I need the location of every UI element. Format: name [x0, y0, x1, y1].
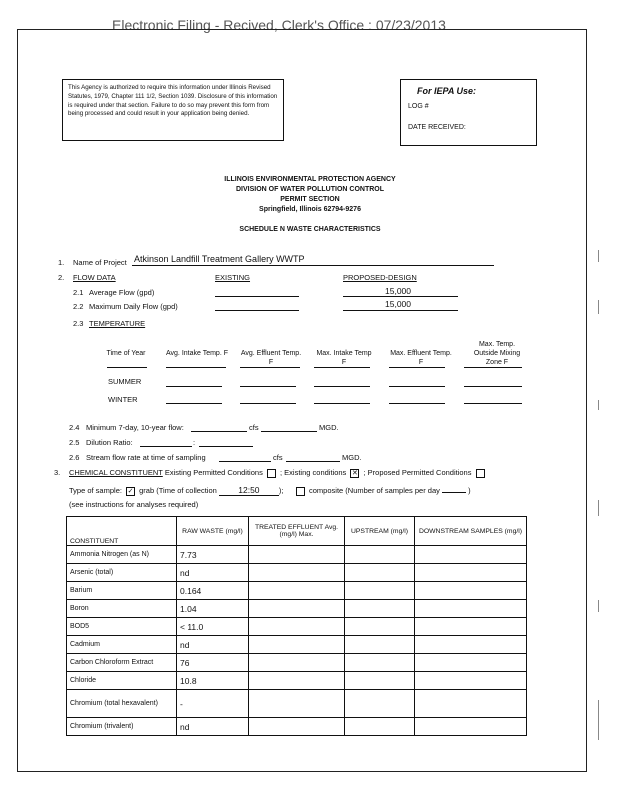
chemical-constituent-conditions: [69, 468, 487, 478]
treated-effluent-cell[interactable]: [249, 564, 345, 582]
dilution-ratio-label: Dilution Ratio:: [86, 438, 133, 447]
scan-artifact: [598, 250, 599, 262]
stream-flow-cfs-field[interactable]: [219, 461, 271, 462]
proposed-permitted-label: ; Proposed Permitted Conditions: [363, 468, 472, 477]
min-flow-mgd-unit: MGD.: [319, 423, 339, 432]
constituent-name: Chromium (trivalent): [67, 718, 177, 736]
log-number-label: LOG #: [408, 103, 429, 110]
table-row: [67, 654, 527, 672]
constituent-name: Barium: [67, 582, 177, 600]
dilution-ratio-field[interactable]: [140, 446, 192, 447]
temp-header-underline: [314, 367, 370, 368]
electronic-filing-stamp: Electronic Filing - Recived, Clerk's Office : 07/23/2013: [112, 17, 446, 33]
summer-label: SUMMER: [108, 377, 142, 386]
max-daily-flow-proposed-line: [343, 310, 458, 311]
summer-temp-field[interactable]: [166, 386, 222, 387]
constituent-header: CONSTITUENT: [67, 517, 177, 546]
min-7day-flow-label: Minimum 7-day, 10-year flow:: [86, 423, 184, 432]
table-row: [67, 564, 527, 582]
summer-temp-field[interactable]: [314, 386, 370, 387]
downstream-cell[interactable]: [415, 600, 527, 618]
project-name-value[interactable]: Atkinson Landfill Treatment Gallery WWTP: [134, 254, 305, 264]
upstream-cell[interactable]: [345, 582, 415, 600]
min-flow-mgd-field[interactable]: [261, 431, 317, 432]
upstream-cell[interactable]: [345, 654, 415, 672]
grab-label: grab (Time of collection: [139, 486, 217, 495]
existing-conditions-checkbox[interactable]: ✕: [351, 469, 358, 477]
raw-waste-header: RAW WASTE (mg/l): [177, 517, 249, 546]
item24-number: 2.4: [69, 423, 80, 432]
temp-header-underline: [107, 367, 147, 368]
min-flow-cfs-field[interactable]: [191, 431, 247, 432]
downstream-cell[interactable]: [415, 718, 527, 736]
table-row: [67, 636, 527, 654]
table-row: [67, 600, 527, 618]
raw-waste-value[interactable]: < 11.0: [177, 618, 249, 636]
table-row: [67, 582, 527, 600]
composite-checkbox[interactable]: [296, 487, 305, 496]
temp-header-underline: [166, 367, 226, 368]
proposed-permitted-checkbox[interactable]: [476, 469, 485, 478]
constituent-name: Arsenic (total): [67, 564, 177, 582]
stream-flow-mgd-unit: MGD.: [342, 453, 362, 462]
average-flow-existing-field[interactable]: [215, 296, 299, 297]
agency-heading: [160, 175, 460, 215]
raw-waste-value[interactable]: 0.164: [177, 582, 249, 600]
max-temp-outside-mixing-zone-header: Max. Temp. Outside Mixing Zone F: [473, 341, 521, 366]
analyses-instructions: (see instructions for analyses required): [69, 500, 199, 509]
max-intake-temp-header: Max. Intake Temp F: [316, 350, 372, 366]
average-flow-proposed-line: [343, 296, 458, 297]
constituent-name: Chromium (total hexavalent): [67, 690, 177, 718]
temp-header-underline: [240, 367, 300, 368]
agency-division: DIVISION OF WATER POLLUTION CONTROL: [235, 186, 385, 193]
table-row: [67, 618, 527, 636]
downstream-cell[interactable]: [415, 672, 527, 690]
scan-artifact: [598, 400, 599, 410]
item25-number: 2.5: [69, 438, 80, 447]
constituent-name: Ammonia Nitrogen (as N): [67, 546, 177, 564]
treated-effluent-cell[interactable]: [249, 672, 345, 690]
treated-effluent-cell[interactable]: [249, 636, 345, 654]
max-effluent-temp-header: Max. Effluent Temp. F: [390, 350, 452, 366]
downstream-header: DOWNSTREAM SAMPLES (mg/l): [415, 517, 527, 546]
summer-temp-field[interactable]: [389, 386, 445, 387]
treated-effluent-cell[interactable]: [249, 618, 345, 636]
iepa-use-box: [400, 79, 537, 146]
raw-waste-value[interactable]: 1.04: [177, 600, 249, 618]
table-row: [67, 718, 527, 736]
upstream-cell[interactable]: [345, 618, 415, 636]
temp-header-underline: [389, 367, 445, 368]
upstream-cell[interactable]: [345, 636, 415, 654]
winter-label: WINTER: [108, 395, 138, 404]
dilution-ratio-colon: :: [193, 438, 196, 447]
upstream-cell[interactable]: [345, 546, 415, 564]
sample-type-row: [69, 485, 471, 496]
item1-number: 1.: [58, 258, 65, 267]
stream-flow-mgd-field[interactable]: [286, 461, 340, 462]
downstream-cell[interactable]: [415, 564, 527, 582]
upstream-cell[interactable]: [345, 564, 415, 582]
downstream-cell[interactable]: [415, 654, 527, 672]
summer-temp-field[interactable]: [240, 386, 296, 387]
average-flow-proposed-value[interactable]: 15,000: [385, 286, 411, 296]
stream-flow-label: Stream flow rate at time of sampling: [86, 453, 206, 462]
agency-name: ILLINOIS ENVIRONMENTAL PROTECTION AGENCY: [224, 176, 396, 183]
project-name-label: Name of Project: [73, 258, 127, 267]
table-header-row: [67, 517, 527, 546]
downstream-cell[interactable]: [415, 582, 527, 600]
constituent-name: BOD5: [67, 618, 177, 636]
scan-artifact: [598, 300, 599, 314]
agency-address: Springfield, Illinois 62794-9276: [259, 206, 361, 213]
upstream-cell[interactable]: [345, 690, 415, 718]
item23-number: 2.3: [73, 319, 84, 328]
dilution-ratio-field[interactable]: [199, 446, 253, 447]
max-daily-flow-existing-field[interactable]: [215, 310, 299, 311]
upstream-cell[interactable]: [345, 672, 415, 690]
scan-artifact: [598, 500, 599, 516]
upstream-cell[interactable]: [345, 600, 415, 618]
item26-number: 2.6: [69, 453, 80, 462]
schedule-title: SCHEDULE N WASTE CHARACTERISTICS: [239, 226, 381, 233]
downstream-cell[interactable]: [415, 546, 527, 564]
stream-flow-cfs-unit: cfs: [273, 453, 283, 462]
treated-effluent-cell[interactable]: [249, 654, 345, 672]
composite-close: ): [468, 486, 471, 495]
downstream-cell[interactable]: [415, 690, 527, 718]
existing-permitted-checkbox[interactable]: [267, 469, 276, 478]
avg-effluent-temp-header: Avg. Effluent Temp. F: [240, 350, 302, 366]
average-flow-label: Average Flow (gpd): [89, 288, 155, 297]
table-row: [67, 690, 527, 718]
table-row: [67, 546, 527, 564]
winter-temp-field[interactable]: [314, 403, 370, 404]
winter-temp-field[interactable]: [166, 403, 222, 404]
item3-number: 3.: [54, 468, 61, 477]
date-received-label: DATE RECEIVED:: [408, 124, 466, 131]
avg-intake-temp-header: Avg. Intake Temp. F: [166, 350, 228, 357]
item21-number: 2.1: [73, 288, 84, 297]
treated-effluent-cell[interactable]: [249, 718, 345, 736]
raw-waste-value[interactable]: 7.73: [177, 546, 249, 564]
summer-temp-field[interactable]: [464, 386, 522, 387]
authorization-notice: This Agency is authorized to require this information under Illinois Revised Statutes, 1979, Chapter 111 1/2, Section 1039. Disclosure of this information is required under that section. Failure to do so may prevent this form from being processed and could result in your application being denied.: [62, 79, 284, 141]
grab-checkbox[interactable]: ✓: [127, 487, 134, 495]
table-row: [67, 672, 527, 690]
time-of-year-header: Time of Year: [106, 350, 146, 357]
item22-number: 2.2: [73, 302, 84, 311]
item2-number: 2.: [58, 273, 65, 282]
winter-temp-field[interactable]: [240, 403, 296, 404]
winter-temp-field[interactable]: [389, 403, 445, 404]
constituent-name: Cadmium: [67, 636, 177, 654]
constituent-table: [66, 516, 527, 736]
sample-type-label: Type of sample:: [69, 486, 122, 495]
treated-effluent-header: TREATED EFFLUENT Avg. (mg/l) Max.: [249, 517, 345, 546]
project-name-line: [132, 265, 494, 266]
temp-header-underline: [464, 367, 522, 368]
iepa-use-title: For IEPA Use:: [417, 86, 477, 96]
treated-effluent-cell[interactable]: [249, 582, 345, 600]
existing-conditions-label: ; Existing conditions: [280, 468, 347, 477]
constituent-name: Carbon Chloroform Extract: [67, 654, 177, 672]
treated-effluent-cell[interactable]: [249, 546, 345, 564]
temperature-heading: TEMPERATURE: [89, 319, 146, 328]
samples-per-day-field[interactable]: [442, 492, 466, 493]
raw-waste-value[interactable]: -: [177, 690, 249, 718]
scan-artifact: [598, 600, 599, 612]
min-flow-cfs-unit: cfs: [249, 423, 259, 432]
composite-label: composite (Number of samples per day: [309, 486, 440, 495]
upstream-header: UPSTREAM (mg/l): [345, 517, 415, 546]
raw-waste-value[interactable]: nd: [177, 718, 249, 736]
flow-data-heading: FLOW DATA: [73, 273, 116, 282]
collection-time-value[interactable]: 12:50: [219, 485, 279, 496]
upstream-cell[interactable]: [345, 718, 415, 736]
raw-waste-value[interactable]: nd: [177, 564, 249, 582]
proposed-design-column-heading: PROPOSED-DESIGN: [343, 273, 417, 282]
max-daily-flow-proposed-value[interactable]: 15,000: [385, 299, 411, 309]
max-daily-flow-label: Maximum Daily Flow (gpd): [89, 302, 178, 311]
chemical-constituent-heading: CHEMICAL CONSTITUENT: [69, 468, 163, 477]
existing-column-heading: EXISTING: [215, 273, 251, 282]
constituent-name: Boron: [67, 600, 177, 618]
agency-section: PERMIT SECTION: [280, 196, 340, 203]
raw-waste-value[interactable]: 10.8: [177, 672, 249, 690]
constituent-name: Chloride: [67, 672, 177, 690]
scan-artifact: [598, 700, 599, 740]
treated-effluent-cell[interactable]: [249, 690, 345, 718]
downstream-cell[interactable]: [415, 618, 527, 636]
treated-effluent-cell[interactable]: [249, 600, 345, 618]
winter-temp-field[interactable]: [464, 403, 522, 404]
raw-waste-value[interactable]: nd: [177, 636, 249, 654]
downstream-cell[interactable]: [415, 636, 527, 654]
raw-waste-value[interactable]: 76: [177, 654, 249, 672]
existing-permitted-label: Existing Permitted Conditions: [164, 468, 263, 477]
grab-close: );: [278, 486, 284, 495]
